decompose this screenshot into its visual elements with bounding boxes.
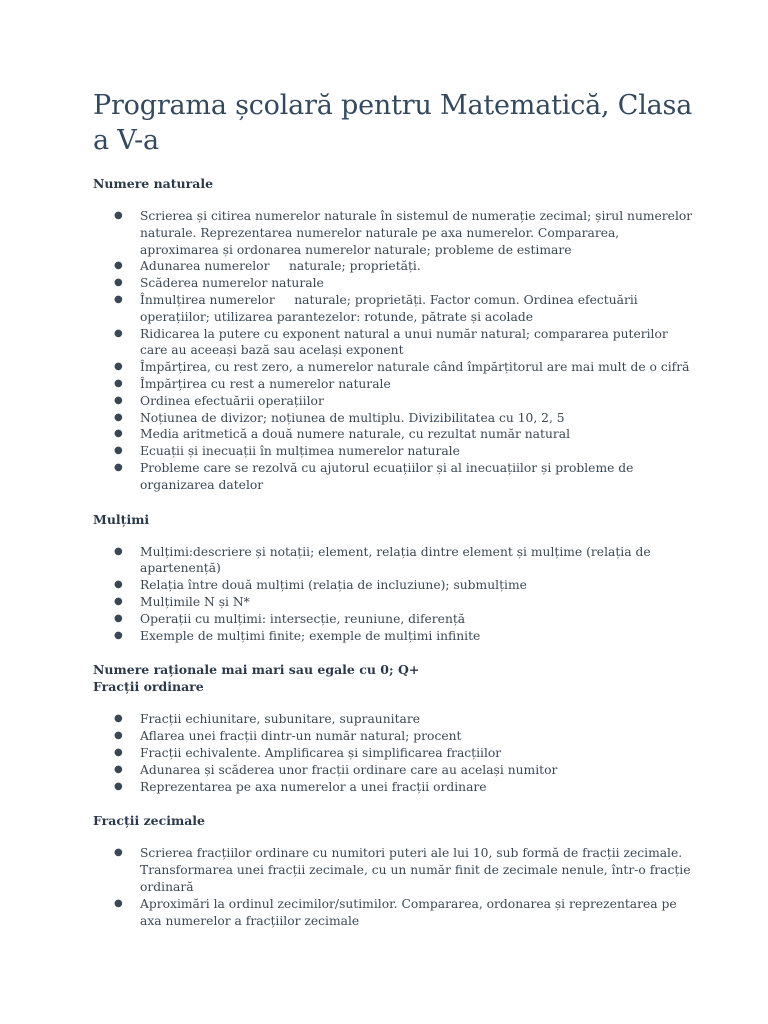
list-item-text: Reprezentarea pe axa numerelor a unei fracții ordinare: [140, 779, 487, 794]
list-item: [93, 292, 693, 326]
list-item-text: Înmulțirea numerelor naturale; proprietăți. Factor comun. Ordinea efectuării operațiilor; utilizarea parantezelor: rotunde, pătrate și acolade: [140, 292, 642, 324]
bullet-icon: ●: [114, 780, 123, 792]
list-item-text: Împărțirea cu rest a numerelor naturale: [140, 376, 391, 391]
list-item-text: Aflarea unei fracții dintr-un număr natural; procent: [140, 729, 462, 744]
section-fractii-zecimale: [93, 812, 693, 929]
document-page: [93, 88, 693, 946]
section-multimi: [93, 511, 693, 645]
list-item: [93, 326, 693, 360]
bullet-icon: ●: [114, 445, 123, 457]
list-item-text: Scrierea și citirea numerelor naturale în sistemul de numerație zecimal; șirul numerelor naturale. Reprezentarea numerelor naturale pe axa numerelor. Compararea, aproximarea și ordonarea numerelor naturale; probleme de estimare: [140, 209, 693, 257]
list-item: [93, 728, 693, 745]
bullet-icon: ●: [114, 293, 123, 305]
section-heading: Fracții zecimale: [93, 813, 206, 829]
bullet-icon: ●: [114, 897, 123, 909]
bullet-icon: ●: [114, 595, 123, 607]
bullet-icon: ●: [114, 746, 123, 758]
bullet-icon: ●: [114, 327, 123, 339]
section-heading: Mulțimi: [93, 511, 150, 527]
list-item-text: Ecuații și inecuații în mulțimea numerelor naturale: [140, 444, 460, 459]
bullet-icon: ●: [114, 210, 123, 221]
list-item-text: Adunarea și scăderea unor fracții ordinare care au același numitor: [140, 762, 558, 777]
list-item-text: Fracții echiunitare, subunitare, supraunitare: [140, 712, 421, 727]
section-heading: Numere naturale: [93, 176, 214, 191]
section-numere-rationale: [93, 661, 693, 795]
list-item: [93, 443, 693, 460]
list-item: [93, 393, 693, 410]
bullet-list: [93, 711, 693, 795]
list-item: [93, 410, 693, 427]
bullet-icon: ●: [114, 763, 123, 775]
bullet-icon: ●: [114, 428, 123, 440]
list-item-text: Exemple de mulțimi finite; exemple de mulțimi infinite: [140, 628, 481, 643]
bullet-icon: ●: [114, 377, 123, 389]
list-item-text: Operații cu mulțimi: intersecție, reuniune, diferență: [140, 611, 466, 626]
bullet-icon: ●: [114, 579, 123, 591]
list-item: [93, 896, 693, 930]
list-item-text: Scăderea numerelor naturale: [140, 276, 324, 291]
list-item: [93, 577, 693, 594]
bullet-icon: ●: [114, 394, 123, 406]
list-item-text: Probleme care se rezolvă cu ajutorul ecuațiilor și al inecuațiilor și probleme de organizarea datelor: [140, 460, 634, 492]
bullet-icon: ●: [114, 713, 123, 725]
list-item: [93, 544, 693, 578]
bullet-list: [93, 208, 693, 494]
bullet-icon: ●: [114, 847, 123, 859]
list-item: [93, 460, 693, 494]
list-item-text: Ordinea efectuării operațiilor: [140, 393, 324, 408]
list-item-text: Media aritmetică a două numere naturale, cu rezultat număr natural: [140, 427, 571, 442]
bullet-icon: ●: [114, 730, 123, 742]
list-item: [93, 594, 693, 611]
list-item-text: Aproximări la ordinul zecimilor/sutimilor. Compararea, ordonarea și reprezentarea pe axa numerelor a fracțiilor zecimale: [140, 896, 677, 928]
list-item: [93, 779, 693, 796]
list-item: [93, 208, 693, 258]
bullet-icon: ●: [114, 277, 123, 289]
bullet-icon: ●: [114, 545, 123, 557]
list-item: [93, 275, 693, 292]
list-item-text: Mulțimi:descriere și notații; element, relația dintre element și mulțime (relația de apartenență): [140, 544, 651, 576]
bullet-icon: ●: [114, 461, 123, 473]
list-item: [93, 628, 693, 645]
section-subheading: Fracții ordinare: [93, 679, 204, 695]
list-item-text: Împărțirea, cu rest zero, a numerelor naturale când împărțitorul are mai mult de o cifră: [140, 360, 690, 375]
list-item: [93, 426, 693, 443]
list-item: [93, 762, 693, 779]
list-item-text: Relația între două mulțimi (relația de incluziune); submulțime: [140, 578, 527, 593]
bullet-list: [93, 845, 693, 929]
section-numere-naturale: [93, 175, 693, 494]
list-item-text: Noțiunea de divizor; noțiunea de multiplu. Divizibilitatea cu 10, 2, 5: [140, 410, 565, 425]
list-item: [93, 359, 693, 376]
list-item: [93, 845, 693, 895]
list-item-text: Fracții echivalente. Amplificarea și simplificarea fracțiilor: [140, 745, 502, 760]
bullet-icon: ●: [114, 260, 123, 272]
bullet-icon: ●: [114, 361, 123, 373]
list-item-text: Mulțimile N și N*: [140, 594, 250, 609]
bullet-icon: ●: [114, 411, 123, 423]
list-item: [93, 745, 693, 762]
document-title: Programa școlară pentru Matematică, Clasa a V-a: [93, 90, 693, 156]
list-item-text: Adunarea numerelor naturale; proprietăți.: [140, 259, 421, 274]
bullet-icon: ●: [114, 629, 123, 641]
list-item: [93, 376, 693, 393]
bullet-list: [93, 544, 693, 645]
list-item-text: Ridicarea la putere cu exponent natural a unui număr natural; compararea puterilor care au aceeași bază sau același exponent: [140, 326, 668, 358]
list-item: [93, 611, 693, 628]
list-item-text: Scrierea fracțiilor ordinare cu numitori puteri ale lui 10, sub formă de fracții zecimale. Transformarea unei fracții zecimale, cu un număr finit de zecimale nenule, într-o fracție ordinară: [140, 846, 691, 894]
list-item: [93, 711, 693, 728]
section-heading: Numere raționale mai mari sau egale cu 0; Q+: [93, 662, 420, 678]
bullet-icon: ●: [114, 612, 123, 624]
list-item: [93, 258, 693, 275]
